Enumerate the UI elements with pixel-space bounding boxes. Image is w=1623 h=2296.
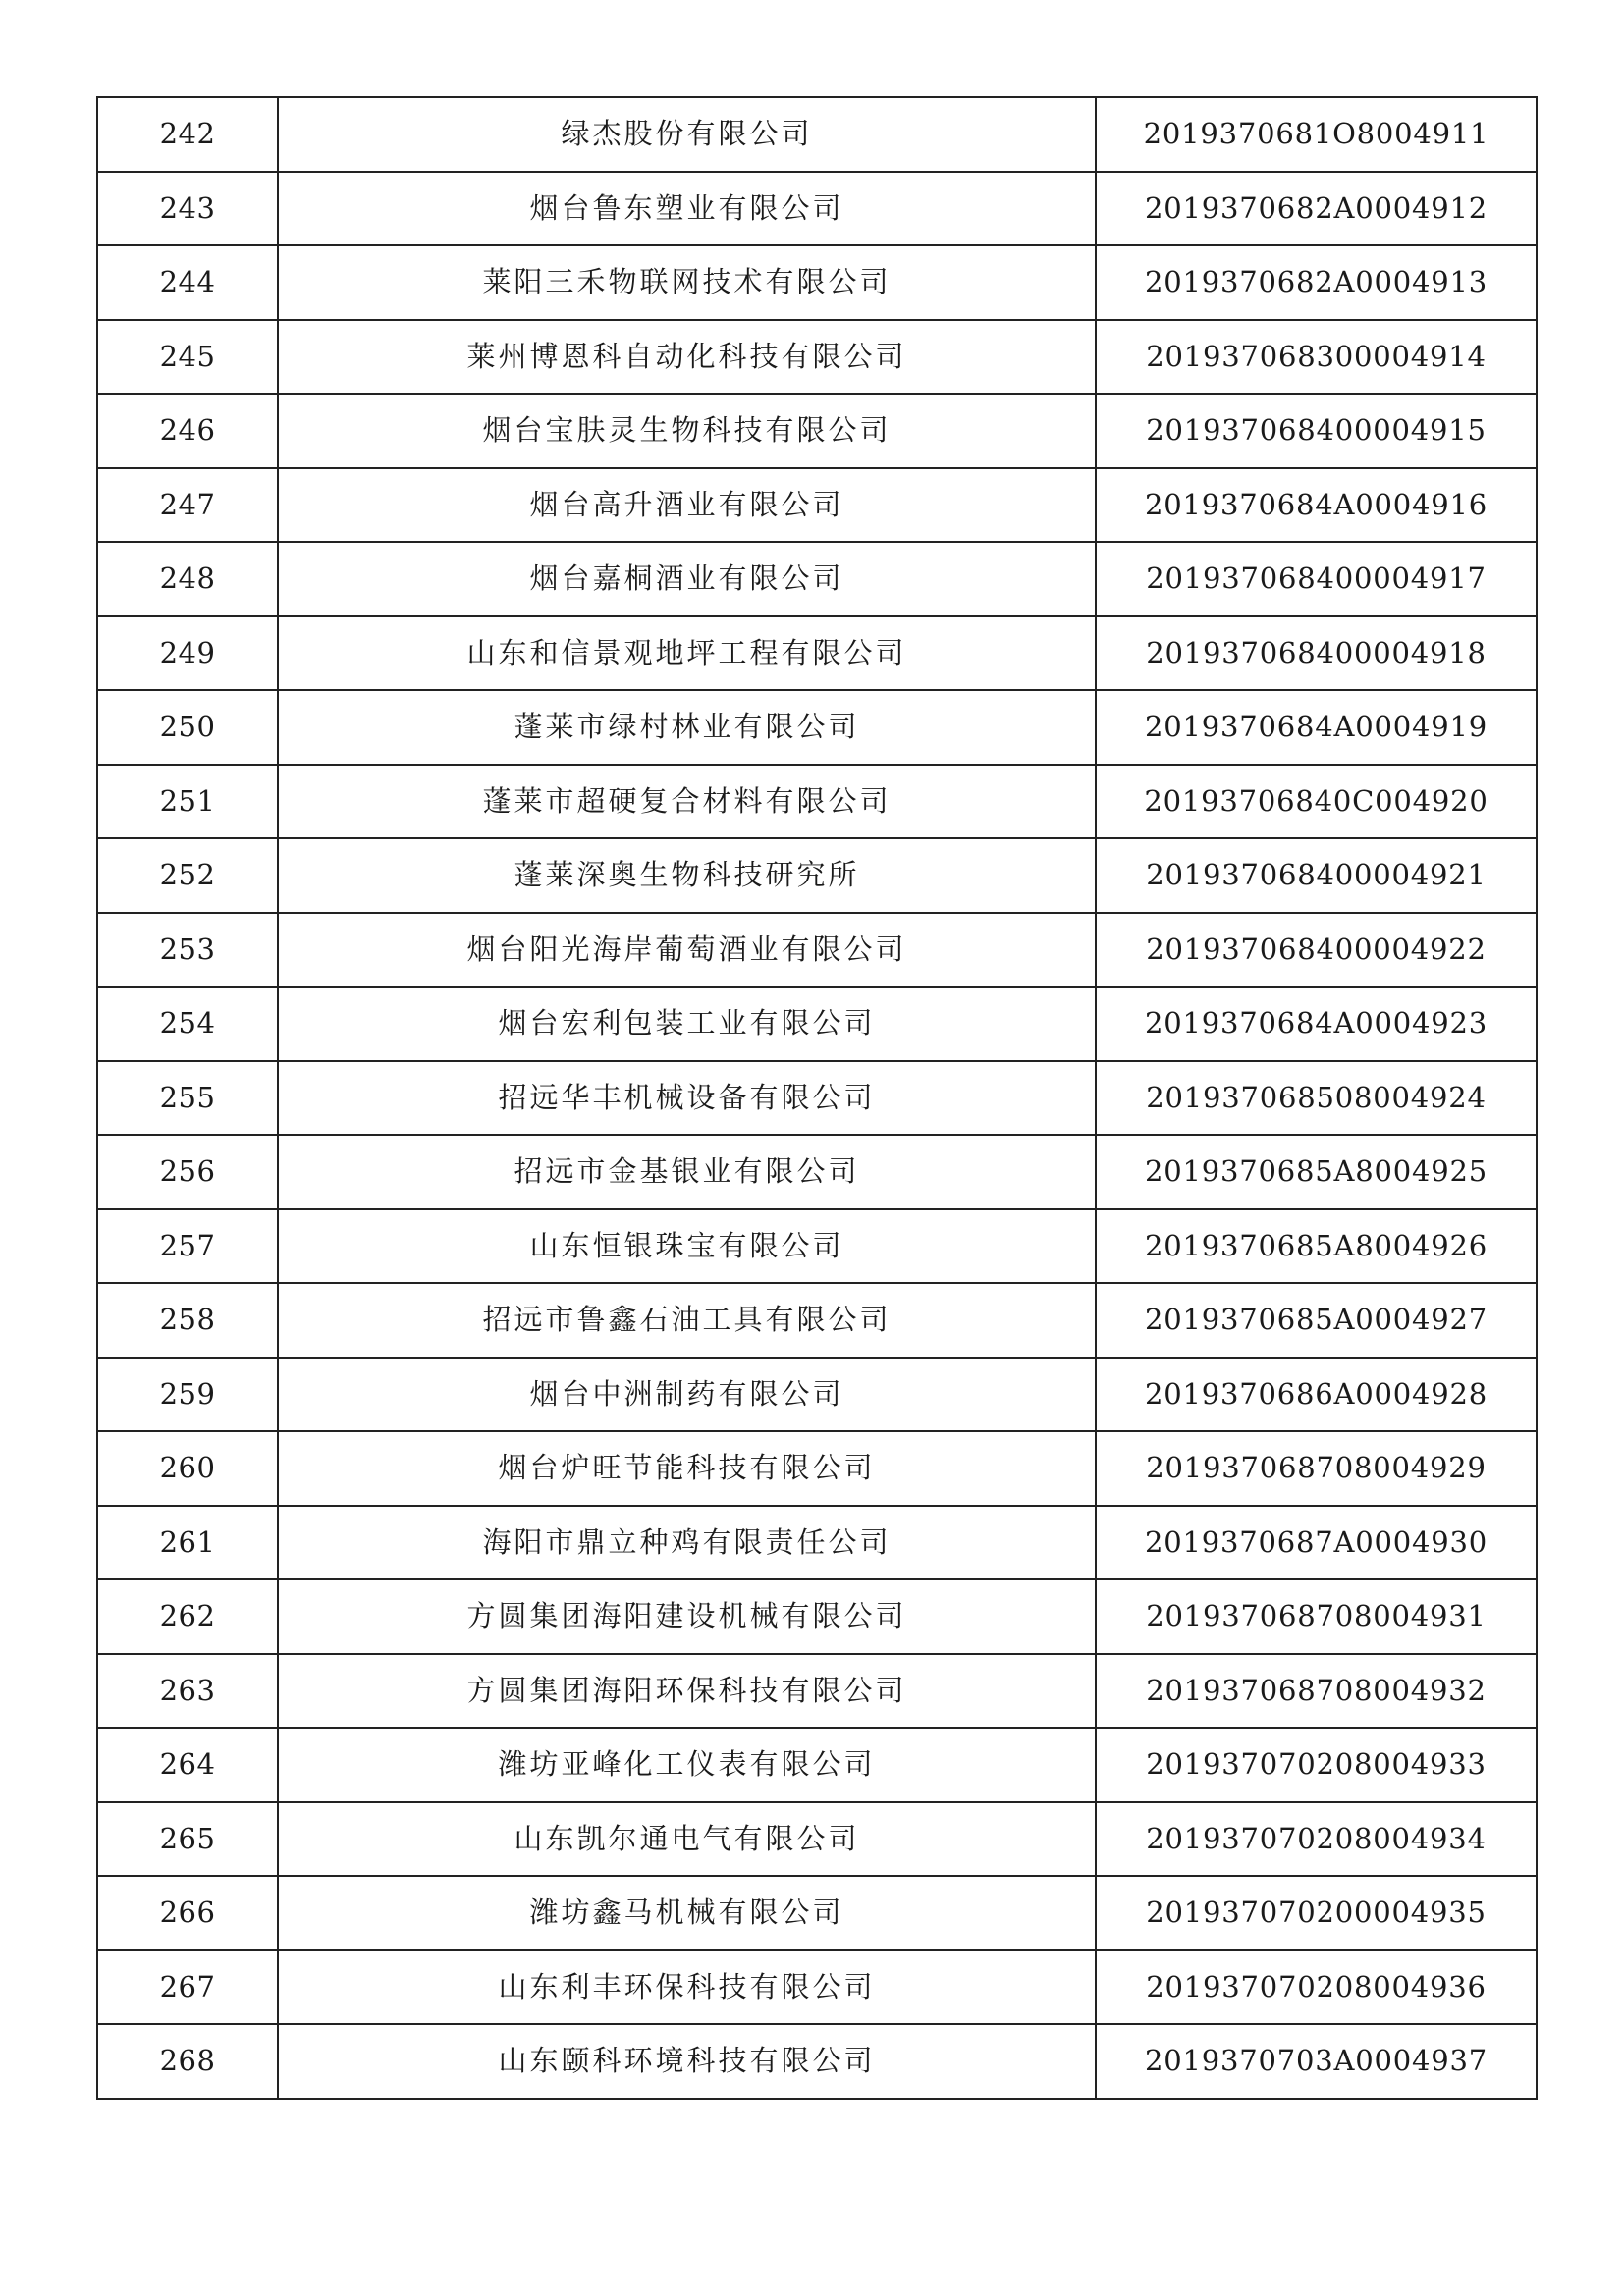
row-number: 244 — [97, 245, 278, 320]
row-number: 249 — [97, 616, 278, 691]
company-name: 招远华丰机械设备有限公司 — [278, 1061, 1096, 1136]
table-row — [97, 1283, 1537, 1358]
row-number: 266 — [97, 1876, 278, 1950]
company-name: 招远市鲁鑫石油工具有限公司 — [278, 1283, 1096, 1358]
table-row — [97, 1950, 1537, 2025]
table-row — [97, 913, 1537, 988]
company-name: 烟台高升酒业有限公司 — [278, 468, 1096, 543]
row-number: 264 — [97, 1728, 278, 1802]
registration-code: 2019370684A0004916 — [1096, 468, 1537, 543]
company-name: 烟台阳光海岸葡萄酒业有限公司 — [278, 913, 1096, 988]
registration-code: 2019370682A0004913 — [1096, 245, 1537, 320]
company-name: 蓬莱市绿村林业有限公司 — [278, 690, 1096, 765]
table-row — [97, 1654, 1537, 1729]
row-number: 248 — [97, 542, 278, 616]
registration-code: 2019370682A0004912 — [1096, 172, 1537, 246]
row-number: 256 — [97, 1135, 278, 1209]
table-row — [97, 1431, 1537, 1506]
registration-code: 2019370684A0004923 — [1096, 987, 1537, 1061]
registration-code: 201937070208004933 — [1096, 1728, 1537, 1802]
registration-code: 2019370687A0004930 — [1096, 1506, 1537, 1580]
row-number: 254 — [97, 987, 278, 1061]
company-name: 山东利丰环保科技有限公司 — [278, 1950, 1096, 2025]
registration-code: 2019370685A8004925 — [1096, 1135, 1537, 1209]
company-name: 烟台中洲制药有限公司 — [278, 1358, 1096, 1432]
company-name: 烟台宏利包装工业有限公司 — [278, 987, 1096, 1061]
row-number: 255 — [97, 1061, 278, 1136]
registration-code: 201937068400004922 — [1096, 913, 1537, 988]
registration-code: 201937068400004915 — [1096, 394, 1537, 468]
row-number: 250 — [97, 690, 278, 765]
company-name: 山东恒银珠宝有限公司 — [278, 1209, 1096, 1284]
registration-code: 201937070200004935 — [1096, 1876, 1537, 1950]
table-row — [97, 690, 1537, 765]
row-number: 247 — [97, 468, 278, 543]
company-name: 潍坊鑫马机械有限公司 — [278, 1876, 1096, 1950]
registration-code: 201937068300004914 — [1096, 320, 1537, 395]
row-number: 262 — [97, 1579, 278, 1654]
company-name: 烟台炉旺节能科技有限公司 — [278, 1431, 1096, 1506]
table-row — [97, 542, 1537, 616]
table-row — [97, 1506, 1537, 1580]
company-name: 蓬莱深奥生物科技研究所 — [278, 838, 1096, 913]
row-number: 261 — [97, 1506, 278, 1580]
row-number: 252 — [97, 838, 278, 913]
table-row — [97, 1209, 1537, 1284]
table-row — [97, 172, 1537, 246]
table-row — [97, 1579, 1537, 1654]
row-number: 260 — [97, 1431, 278, 1506]
table-row — [97, 394, 1537, 468]
table-row — [97, 987, 1537, 1061]
company-name: 山东和信景观地坪工程有限公司 — [278, 616, 1096, 691]
row-number: 268 — [97, 2024, 278, 2099]
table-row — [97, 1061, 1537, 1136]
table-row — [97, 2024, 1537, 2099]
company-name: 山东颐科环境科技有限公司 — [278, 2024, 1096, 2099]
table-row — [97, 616, 1537, 691]
registration-code: 2019370684A0004919 — [1096, 690, 1537, 765]
registration-code: 201937068708004931 — [1096, 1579, 1537, 1654]
company-name: 莱阳三禾物联网技术有限公司 — [278, 245, 1096, 320]
registration-code: 201937070208004936 — [1096, 1950, 1537, 2025]
row-number: 246 — [97, 394, 278, 468]
company-name: 海阳市鼎立种鸡有限责任公司 — [278, 1506, 1096, 1580]
registration-code: 2019370681O8004911 — [1096, 97, 1537, 172]
row-number: 263 — [97, 1654, 278, 1729]
company-name: 潍坊亚峰化工仪表有限公司 — [278, 1728, 1096, 1802]
row-number: 257 — [97, 1209, 278, 1284]
row-number: 267 — [97, 1950, 278, 2025]
registration-code: 201937068708004929 — [1096, 1431, 1537, 1506]
company-name: 蓬莱市超硬复合材料有限公司 — [278, 765, 1096, 839]
registration-code: 2019370703A0004937 — [1096, 2024, 1537, 2099]
table-row — [97, 1135, 1537, 1209]
registration-code: 201937068400004918 — [1096, 616, 1537, 691]
row-number: 259 — [97, 1358, 278, 1432]
table-body — [97, 97, 1537, 2099]
company-name: 方圆集团海阳建设机械有限公司 — [278, 1579, 1096, 1654]
registration-code: 201937068400004921 — [1096, 838, 1537, 913]
registration-code: 201937068400004917 — [1096, 542, 1537, 616]
table-row — [97, 468, 1537, 543]
company-name: 绿杰股份有限公司 — [278, 97, 1096, 172]
table-row — [97, 1876, 1537, 1950]
table-row — [97, 320, 1537, 395]
table-row — [97, 765, 1537, 839]
company-name: 莱州博恩科自动化科技有限公司 — [278, 320, 1096, 395]
registration-code: 2019370685A8004926 — [1096, 1209, 1537, 1284]
table-row — [97, 1358, 1537, 1432]
row-number: 242 — [97, 97, 278, 172]
row-number: 245 — [97, 320, 278, 395]
registration-code: 201937068708004932 — [1096, 1654, 1537, 1729]
registration-code: 201937068508004924 — [1096, 1061, 1537, 1136]
company-name: 烟台嘉桐酒业有限公司 — [278, 542, 1096, 616]
row-number: 251 — [97, 765, 278, 839]
registration-code: 2019370686A0004928 — [1096, 1358, 1537, 1432]
row-number: 265 — [97, 1802, 278, 1877]
registration-code: 201937070208004934 — [1096, 1802, 1537, 1877]
company-name: 方圆集团海阳环保科技有限公司 — [278, 1654, 1096, 1729]
table-row — [97, 245, 1537, 320]
registration-code: 20193706840C004920 — [1096, 765, 1537, 839]
row-number: 258 — [97, 1283, 278, 1358]
row-number: 243 — [97, 172, 278, 246]
company-name: 招远市金基银业有限公司 — [278, 1135, 1096, 1209]
table-row — [97, 97, 1537, 172]
company-name: 烟台宝肤灵生物科技有限公司 — [278, 394, 1096, 468]
company-name: 山东凯尔通电气有限公司 — [278, 1802, 1096, 1877]
row-number: 253 — [97, 913, 278, 988]
company-name: 烟台鲁东塑业有限公司 — [278, 172, 1096, 246]
company-registry-table — [96, 96, 1538, 2100]
table-row — [97, 1728, 1537, 1802]
table-row — [97, 1802, 1537, 1877]
table-row — [97, 838, 1537, 913]
registration-code: 2019370685A0004927 — [1096, 1283, 1537, 1358]
